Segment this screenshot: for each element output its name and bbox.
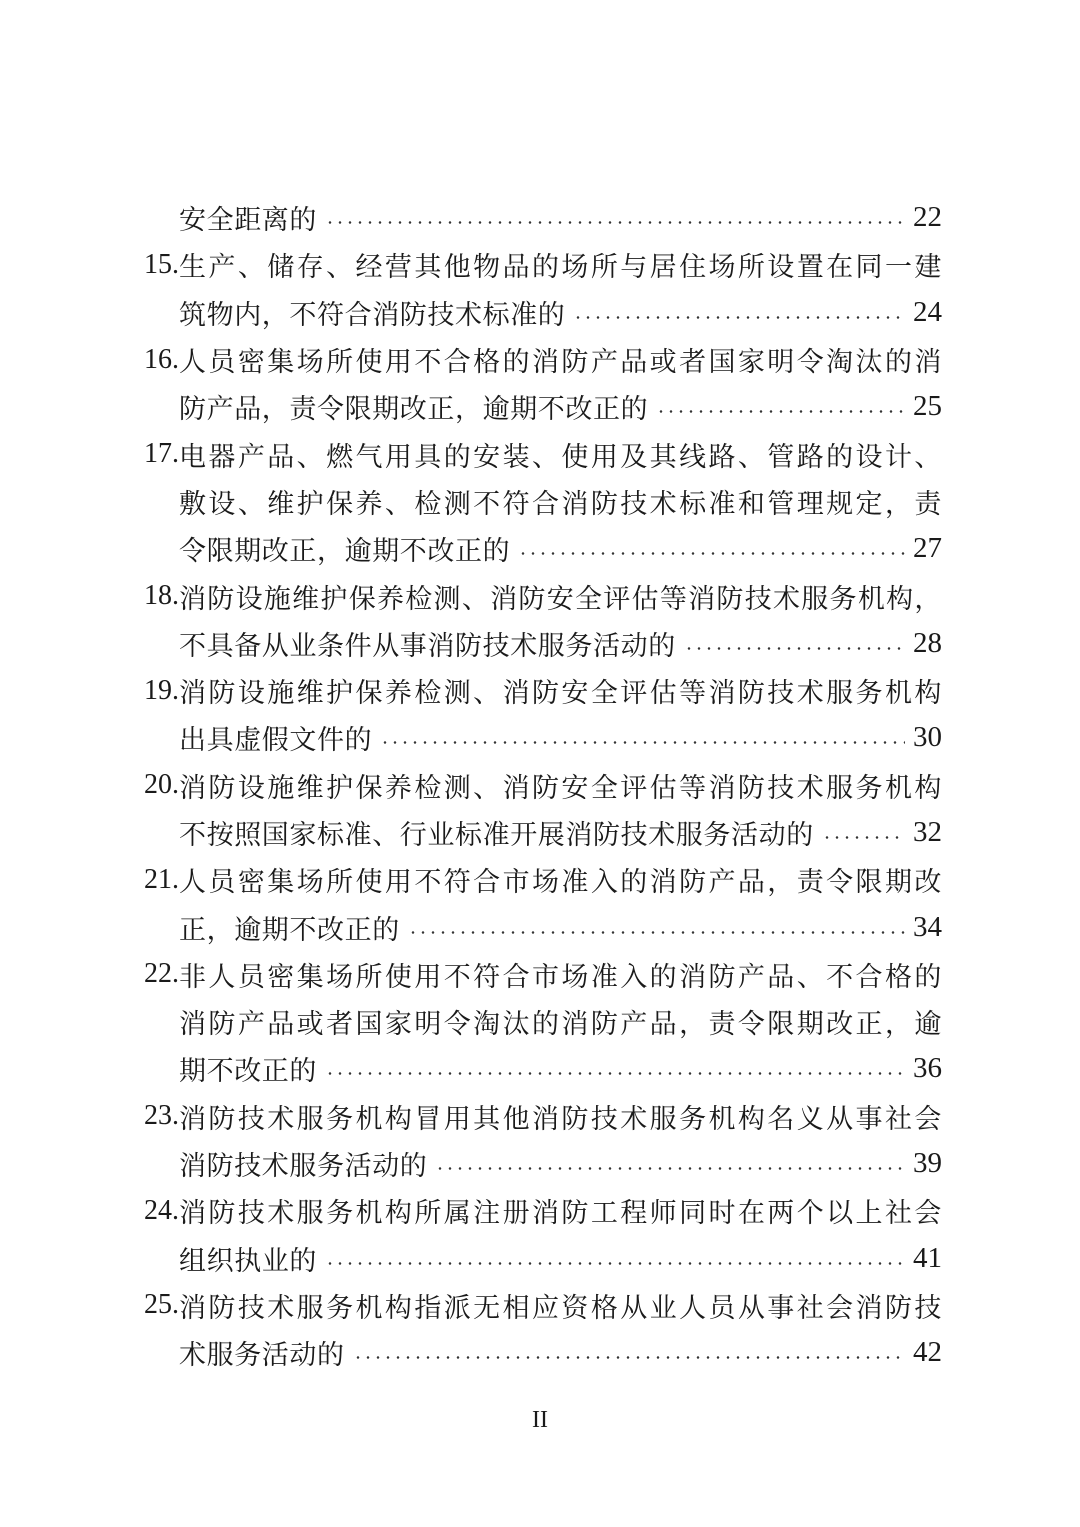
toc-page-number: 24 — [913, 295, 942, 328]
leader-dots — [408, 931, 905, 934]
toc-entry-line — [137, 667, 942, 714]
leader-dots — [656, 410, 905, 413]
toc-entry-text: 令限期改正，逾期不改正的 — [179, 536, 511, 568]
toc-entry-line — [137, 998, 942, 1045]
leader-dots — [822, 836, 905, 839]
toc-entry-line — [137, 620, 942, 667]
table-of-contents — [137, 194, 942, 1376]
toc-entry-line — [137, 430, 942, 477]
toc-entry-text: 人员密集场所使用不合格的消防产品或者国家明令淘汰的消 — [179, 347, 942, 379]
toc-entry-line — [137, 525, 942, 572]
toc-entry-text: 消防设施维护保养检测、消防安全评估等消防技术服务机构 — [179, 772, 942, 804]
toc-entry-text: 消防技术服务机构冒用其他消防技术服务机构名义从事社会 — [179, 1103, 942, 1135]
toc-entry-line — [137, 194, 942, 241]
leader-dots — [435, 1167, 905, 1170]
toc-entry-number: 25. — [144, 1289, 179, 1321]
toc-page-number: 32 — [913, 816, 942, 848]
toc-entry-line — [137, 1235, 942, 1282]
toc-entry-text: 防产品，责令限期改正，逾期不改正的 — [179, 394, 649, 426]
toc-entry — [137, 194, 942, 241]
toc-entry-line — [137, 478, 942, 525]
toc-entry — [137, 1187, 942, 1282]
toc-entry-number: 23. — [144, 1100, 179, 1132]
toc-entry-text: 不具备从业条件从事消防技术服务活动的 — [179, 630, 676, 662]
leader-dots — [325, 221, 905, 224]
toc-entry-line — [137, 383, 942, 430]
leader-dots — [573, 316, 905, 319]
toc-entry-number: 19. — [144, 674, 179, 706]
toc-page-number: 25 — [913, 390, 942, 423]
toc-entry-line — [137, 903, 942, 950]
toc-entry-text: 组织执业的 — [179, 1245, 317, 1277]
toc-entry-text: 电器产品、燃气用具的安装、使用及其线路、管路的设计、 — [179, 441, 942, 473]
toc-entry-text: 出具虚假文件的 — [179, 725, 373, 757]
toc-entry-line — [137, 336, 942, 383]
toc-entry — [137, 1282, 942, 1377]
toc-entry-number: 18. — [144, 580, 179, 612]
toc-entry-number: 21. — [144, 863, 179, 895]
toc-entry-line — [137, 1187, 942, 1234]
toc-page-number: 42 — [913, 1336, 942, 1369]
toc-entry-number: 24. — [144, 1194, 179, 1226]
toc-entry-text: 非人员密集场所使用不符合市场准入的消防产品、不合格的 — [179, 961, 942, 993]
toc-entry-text: 生产、储存、经营其他物品的场所与居住场所设置在同一建 — [179, 252, 942, 284]
toc-entry-text: 筑物内，不符合消防技术标准的 — [179, 299, 566, 331]
toc-entry-text: 期不改正的 — [179, 1056, 317, 1088]
toc-entry-text: 人员密集场所使用不符合市场准入的消防产品，责令限期改 — [179, 867, 942, 899]
toc-entry-line — [137, 714, 942, 761]
leader-dots — [380, 741, 905, 744]
toc-page-number: 39 — [913, 1147, 942, 1180]
toc-entry-text: 术服务活动的 — [179, 1340, 345, 1372]
toc-entry-line — [137, 762, 942, 809]
toc-entry-number: 15. — [144, 248, 179, 280]
toc-entry-line — [137, 572, 942, 619]
toc-entry — [137, 951, 942, 1093]
toc-entry-line — [137, 241, 942, 288]
toc-entry-line — [137, 1140, 942, 1187]
toc-entry-number: 20. — [144, 769, 179, 801]
toc-entry — [137, 430, 942, 572]
toc-entry-line — [137, 1329, 942, 1376]
toc-page-number: 30 — [913, 721, 942, 754]
leader-dots — [518, 552, 905, 555]
leader-dots — [325, 1072, 905, 1075]
toc-entry — [137, 572, 942, 667]
toc-entry-text: 安全距离的 — [179, 205, 317, 237]
toc-entry — [137, 1093, 942, 1188]
toc-entry-line — [137, 1093, 942, 1140]
toc-page-number: 22 — [913, 201, 942, 234]
leader-dots — [325, 1262, 905, 1265]
toc-page-number: 34 — [913, 910, 942, 943]
toc-entry — [137, 336, 942, 431]
toc-entry-number: 16. — [144, 343, 179, 375]
toc-entry-number: 17. — [144, 438, 179, 470]
toc-entry — [137, 241, 942, 336]
toc-entry-text: 敷设、维护保养、检测不符合消防技术标准和管理规定，责 — [179, 488, 942, 520]
toc-entry — [137, 856, 942, 951]
leader-dots — [353, 1356, 905, 1359]
toc-entry — [137, 762, 942, 857]
toc-entry-text: 正，逾期不改正的 — [179, 914, 400, 946]
toc-entry-text: 消防技术服务机构所属注册消防工程师同时在两个以上社会 — [179, 1198, 942, 1230]
toc-entry-line — [137, 856, 942, 903]
toc-entry-line — [137, 1045, 942, 1092]
toc-entry-line — [137, 289, 942, 336]
leader-dots — [684, 647, 905, 650]
toc-entry — [137, 667, 942, 762]
toc-entry-text: 消防设施维护保养检测、消防安全评估等消防技术服务机构， — [179, 583, 942, 615]
toc-page-number: 41 — [913, 1241, 942, 1274]
toc-entry-text: 消防技术服务机构指派无相应资格从业人员从事社会消防技 — [179, 1292, 942, 1324]
toc-page-number: 28 — [913, 626, 942, 659]
toc-entry-text: 消防技术服务活动的 — [179, 1151, 428, 1183]
page-number-footer: II — [532, 1407, 548, 1433]
toc-entry-text: 消防产品或者国家明令淘汰的消防产品，责令限期改正，逾 — [179, 1009, 942, 1041]
toc-entry-line — [137, 1282, 942, 1329]
toc-page-number: 27 — [913, 532, 942, 565]
toc-entry-text: 消防设施维护保养检测、消防安全评估等消防技术服务机构 — [179, 678, 942, 710]
toc-page-number: 36 — [913, 1052, 942, 1085]
toc-entry-line — [137, 951, 942, 998]
toc-entry-text: 不按照国家标准、行业标准开展消防技术服务活动的 — [179, 820, 814, 851]
toc-entry-line — [137, 809, 942, 856]
toc-entry-number: 22. — [144, 958, 179, 990]
